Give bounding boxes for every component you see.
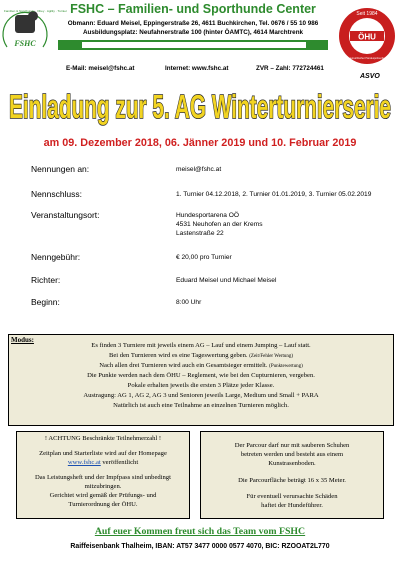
shoes-info: Der Parcour darf nur mit sauberen Schuhen bbox=[234, 442, 350, 449]
modus-line: Die Punkte werden nach dem ÖHU – Reglement, wie bei den Cupturnieren, vergeben. bbox=[87, 372, 315, 379]
value-beginn: 8:00 Uhr bbox=[176, 299, 202, 306]
ausbildung-line: Ausbildungsplatz: Neufahnerstraße 100 (hinter ÖAMTC), 4614 Marchtrenk bbox=[82, 29, 304, 36]
modus-line: Natürlich ist auch eine Teilnahme an einzelnen Turnieren möglich. bbox=[113, 402, 289, 409]
modus-line: Bei den Turnieren wird es eine Tageswertung geben. (Zeit/Fehler Wertung) bbox=[108, 352, 294, 359]
oehu-since-text: Seit 1984 bbox=[356, 11, 378, 17]
value-nennungen: meisel@fshc.at bbox=[176, 166, 222, 173]
asvo-logo: ASVO bbox=[360, 73, 380, 80]
modus-note: (Zeit/Fehler Wertung) bbox=[249, 354, 294, 359]
modus-line: Nach allen drei Turnieren wird auch ein Gesamtsieger ermittelt. (Punktewertung) bbox=[99, 362, 303, 369]
documents-info: Das Leistungsheft und der Impfpass sind unbedingt bbox=[35, 474, 171, 481]
liability-info-2: haftet der Hundeführer. bbox=[261, 502, 323, 509]
zvr-line: ZVR – Zahl: 772724461 bbox=[256, 65, 324, 72]
modus-line: Austragung: AG 1, AG 2, AG 3 und Senioren jeweils Large, Medium und Small + PARA bbox=[83, 392, 319, 399]
liability-info: Für eventuell verursachte Schäden bbox=[246, 493, 338, 500]
logo-ring-text: Familien & Sporthunde · Obey · Agility · Turnier bbox=[4, 9, 67, 13]
label-richter: Richter: bbox=[31, 275, 61, 285]
documents-info-2: mitzubringen. bbox=[84, 483, 122, 490]
schedule-link-line: www.fshc.at veröffentlicht bbox=[67, 459, 139, 466]
capacity-warning: ! ACHTUNG Beschränkte Teilnehmerzahl ! bbox=[44, 435, 162, 442]
homepage-link[interactable]: www.fshc.at bbox=[67, 459, 101, 466]
parcour-info-box bbox=[200, 431, 384, 519]
rules-info-2: Turnierordnung der ÖHU. bbox=[68, 501, 138, 508]
label-nennschluss: Nennschluss: bbox=[31, 189, 83, 199]
participant-info-box bbox=[16, 431, 190, 519]
label-nennungen: Nennungen an: bbox=[31, 164, 90, 174]
event-title bbox=[6, 84, 394, 128]
value-ort-2: 4531 Neuhofen an der Krems bbox=[176, 221, 263, 228]
value-richter: Eduard Meisel und Michael Meisel bbox=[176, 277, 277, 284]
oehu-seal-text: ÖHU bbox=[358, 32, 376, 42]
footer-slogan: Auf euer Kommen freut sich das Team vom FSHC bbox=[94, 526, 306, 537]
value-ort-1: Hundesportarena OÖ bbox=[176, 212, 240, 219]
oehu-ring-text: Österreichischer Hundesportverband bbox=[346, 57, 388, 60]
fshc-logo bbox=[3, 3, 67, 63]
header-divider bbox=[58, 40, 328, 50]
rules-info: Gerichtet wird gemäß der Prüfungs- und bbox=[49, 492, 157, 499]
modus-box bbox=[8, 334, 394, 426]
value-nenngebuehr: € 20,00 pro Turnier bbox=[176, 254, 232, 261]
tournament-dates: am 09. Dezember 2018, 06. Jänner 2019 und 10. Februar 2019 bbox=[43, 137, 357, 149]
modus-line: Pokale erhalten jeweils die ersten 3 Plätze jeder Klasse. bbox=[127, 382, 275, 389]
value-nennschluss: 1. Turnier 04.12.2018, 2. Turnier 01.01.2019, 3. Turnier 05.02.2019 bbox=[176, 191, 372, 198]
email-line: E-Mail: meisel@fshc.at bbox=[66, 65, 135, 72]
modus-line: Es finden 3 Turniere mit jeweils einem AG – Lauf und einem Jumping – Lauf statt. bbox=[91, 342, 311, 349]
modus-title: Modus: bbox=[11, 336, 34, 344]
surface-info: Kunstrasenboden. bbox=[268, 460, 316, 467]
bank-details: Raiffeisenbank Thalheim, IBAN: AT57 3477 0000 0577 4070, BIC: RZOOAT2L770 bbox=[70, 543, 330, 550]
internet-line: Internet: www.fshc.at bbox=[165, 65, 229, 72]
area-info: Die Parcourfläche beträgt 16 x 35 Meter. bbox=[238, 477, 346, 484]
oehu-logo bbox=[336, 3, 398, 83]
logo-left-text: FSHC bbox=[14, 39, 36, 48]
obmann-line: Obmann: Eduard Meisel, Eppingerstraße 26, 4611 Buchkirchen, Tel. 0676 / 55 10 986 bbox=[67, 20, 319, 27]
club-title: FSHC – Familien- und Sporthunde Center bbox=[70, 2, 316, 16]
modus-note: (Punktewertung) bbox=[269, 364, 303, 369]
label-nenngebuehr: Nenngebühr: bbox=[31, 252, 81, 262]
event-title-text: Einladung zur 5. AG Winterturnierserie bbox=[9, 88, 391, 125]
label-beginn: Beginn: bbox=[31, 297, 60, 307]
value-ort-3: Lastenstraße 22 bbox=[176, 230, 224, 237]
label-veranstaltungsort: Veranstaltungsort: bbox=[31, 210, 100, 220]
schedule-info: Zeitplan und Starterliste wird auf der Homepage bbox=[39, 450, 167, 457]
shoes-info-2: betreten werden und besteht aus einem bbox=[240, 451, 344, 458]
